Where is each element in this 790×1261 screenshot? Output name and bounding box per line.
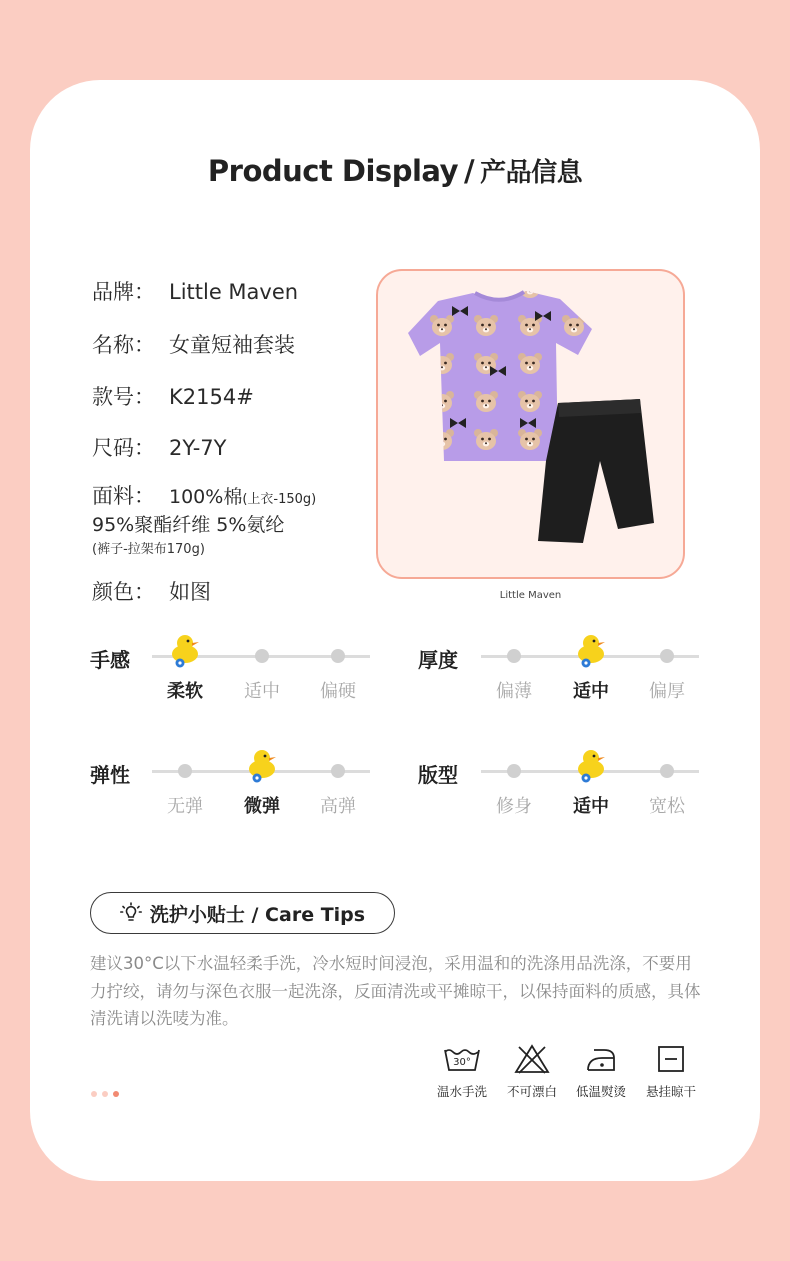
- lightbulb-icon: [120, 902, 142, 924]
- scale-option: 宽松: [649, 796, 685, 817]
- info-fabric: 面料： 100%棉(上衣-150g): [92, 484, 317, 508]
- line-dry-icon: [656, 1044, 686, 1074]
- scale-dot: [660, 649, 674, 663]
- duck-marker-icon: [574, 747, 608, 783]
- scale-label: 版型: [418, 763, 458, 787]
- duck-marker-icon: [574, 632, 608, 668]
- product-photo: [376, 269, 685, 579]
- scale-option: 偏硬: [320, 681, 356, 702]
- wash-item-line-dry: 悬挂晾干: [636, 1044, 706, 1100]
- fabric-line-3: (裤子-拉架布170g): [92, 542, 205, 557]
- scale-dot: [660, 764, 674, 778]
- page-dot: [102, 1091, 108, 1097]
- page-indicator: [91, 1091, 119, 1097]
- low-iron-icon: [582, 1044, 620, 1074]
- wash-item-low-iron: 低温熨烫: [566, 1044, 636, 1100]
- scale-dot: [331, 649, 345, 663]
- info-name: 名称： 女童短袖套装: [92, 333, 295, 357]
- care-tips-header: [90, 892, 395, 934]
- scale-option-selected: 微弹: [244, 796, 280, 817]
- wash-item-no-bleach: 不可漂白: [497, 1044, 567, 1100]
- page-dot-active: [113, 1091, 119, 1097]
- no-bleach-icon: [514, 1044, 550, 1074]
- title-en: Product Display: [207, 154, 458, 188]
- info-color: 颜色： 如图: [92, 580, 211, 604]
- info-brand: 品牌： Little Maven: [92, 280, 299, 304]
- care-tips-text: 建议30°C以下水温轻柔手洗，冷水短时间浸泡，采用温和的洗涤用品洗涤，不要用力拧绞，请勿与深色衣服一起洗涤，反面清洗或平摊晾干，以保持面料的质感，具体清洗请以洗唛为准。: [90, 954, 701, 1028]
- scale-option: 无弹: [167, 796, 203, 817]
- scale-option-selected: 适中: [573, 796, 609, 817]
- scale-dot: [255, 649, 269, 663]
- duck-marker-icon: [168, 632, 202, 668]
- page-title: [0, 152, 790, 189]
- care-tips-title: 洗护小贴士 / Care Tips: [149, 903, 366, 926]
- scale-option: 高弹: [320, 796, 356, 817]
- scale-dot: [178, 764, 192, 778]
- scale-option-selected: 适中: [573, 681, 609, 702]
- info-model: 款号： K2154#: [92, 385, 254, 409]
- wash-item-hand-wash: 30° 温水手洗: [427, 1044, 497, 1100]
- svg-text:30°: 30°: [453, 1057, 471, 1068]
- duck-marker-icon: [245, 747, 279, 783]
- scale-label: 手感: [90, 648, 130, 672]
- scale-dot: [507, 764, 521, 778]
- scale-dot: [507, 649, 521, 663]
- scale-option-selected: 柔软: [167, 681, 203, 702]
- title-separator: /: [463, 154, 475, 188]
- scale-option: 修身: [496, 796, 532, 817]
- outfit-illustration: [378, 271, 683, 577]
- photo-caption: Little Maven: [499, 590, 562, 601]
- info-size: 尺码： 2Y-7Y: [92, 436, 227, 460]
- scale-label: 厚度: [418, 648, 458, 672]
- scale-dot: [331, 764, 345, 778]
- scale-option: 偏薄: [496, 681, 532, 702]
- page-dot: [91, 1091, 97, 1097]
- scale-label: 弹性: [90, 763, 130, 787]
- scale-option: 偏厚: [649, 681, 685, 702]
- scale-option: 适中: [244, 681, 280, 702]
- hand-wash-30-icon: [442, 1044, 482, 1074]
- fabric-line-2: 95%聚酯纤维 5%氨纶: [92, 514, 285, 536]
- title-cn: 产品信息: [480, 158, 583, 188]
